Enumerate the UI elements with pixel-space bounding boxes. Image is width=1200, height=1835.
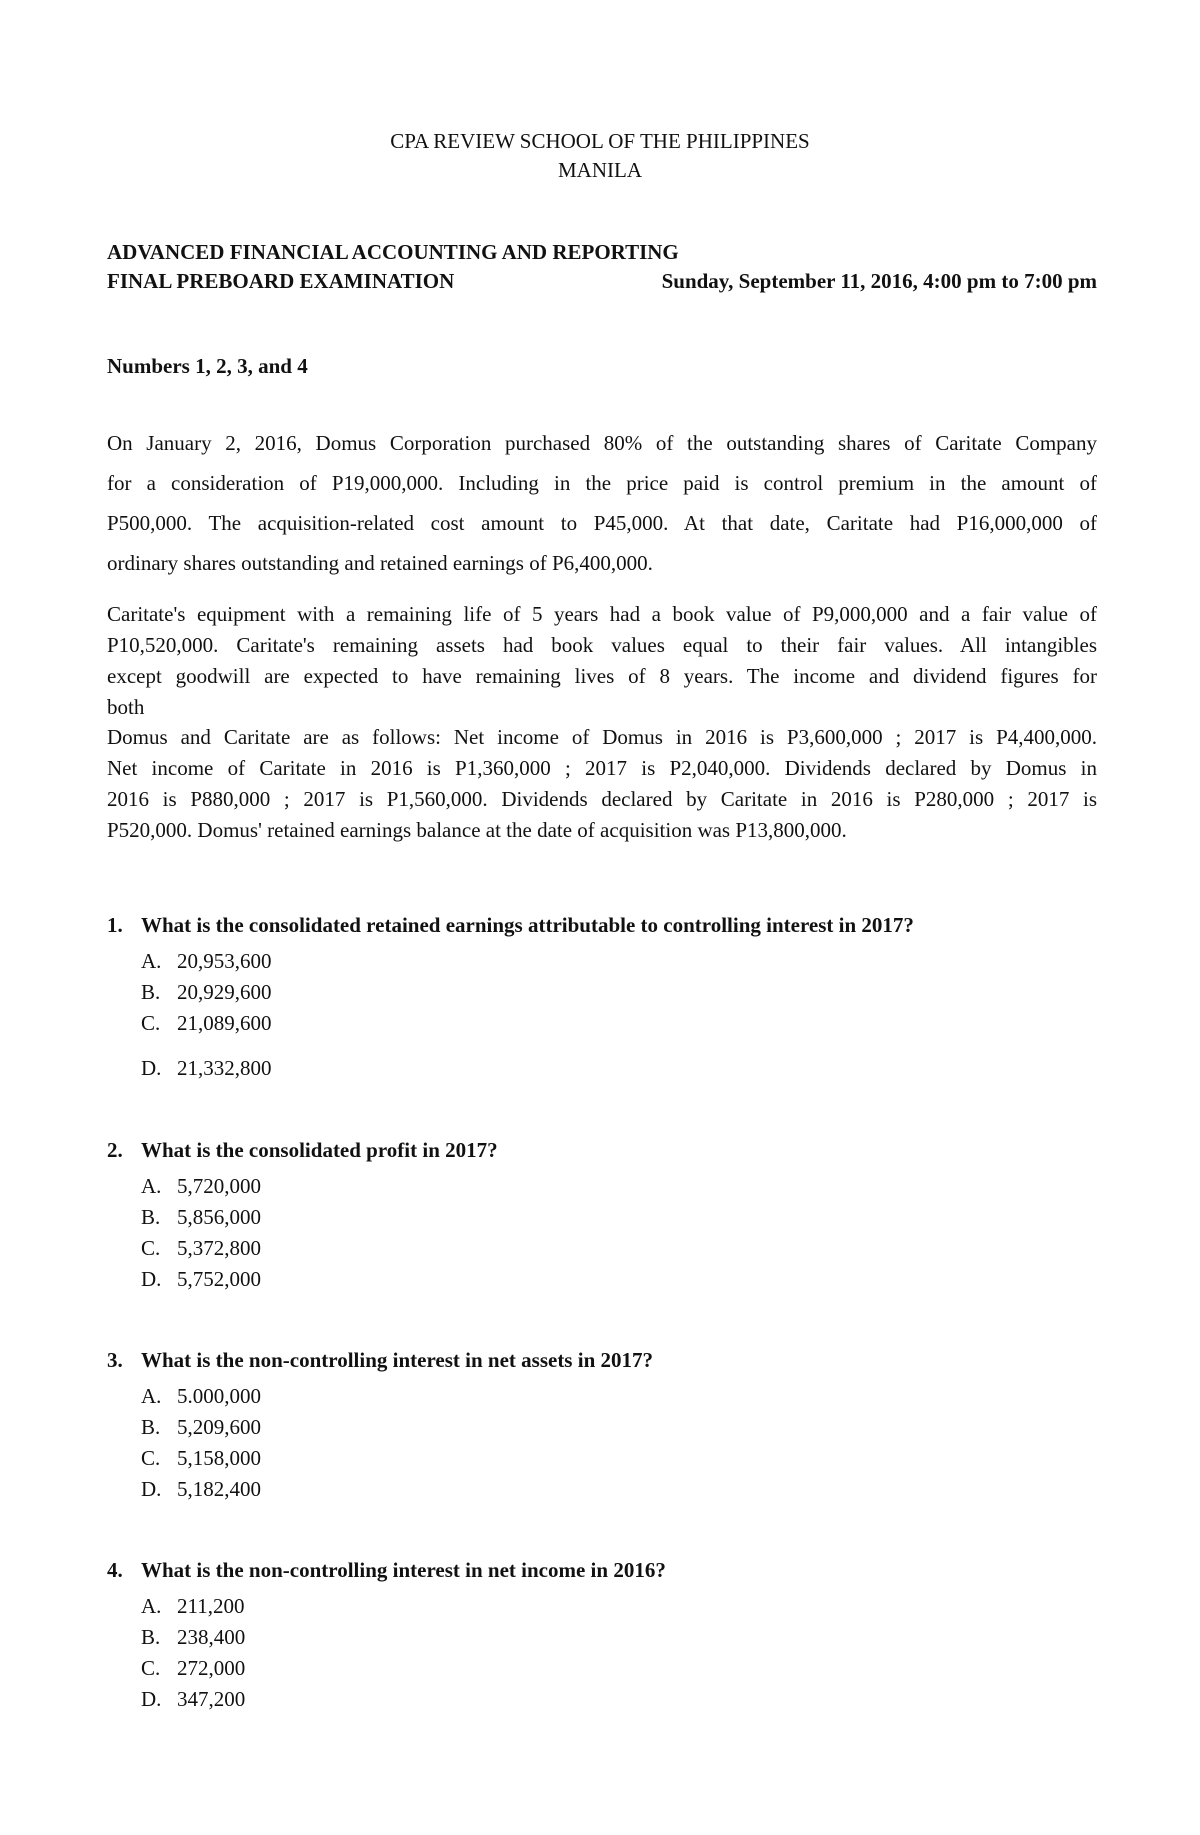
choice-value: 211,200	[177, 1594, 245, 1618]
choice-d[interactable]	[141, 1053, 1107, 1084]
paragraph-line: ordinary shares outstanding and retained earnings of P6,400,000.	[107, 551, 653, 575]
question-number: 3.	[107, 1348, 123, 1372]
choice-b[interactable]	[141, 1622, 1107, 1653]
subject-title: ADVANCED FINANCIAL ACCOUNTING AND REPORTING	[107, 240, 679, 264]
paragraph-line: P10,520,000. Caritate's remaining assets had book values equal to their fair values. All intangibles	[107, 633, 1097, 657]
choice-b[interactable]	[141, 1412, 1107, 1443]
problem-paragraph-3	[107, 722, 1097, 846]
exam-title-row	[107, 269, 1097, 294]
choice-c[interactable]	[141, 1443, 1107, 1474]
choice-value: 20,953,600	[177, 949, 272, 973]
choice-letter: B.	[141, 980, 161, 1004]
choice-value: 272,000	[177, 1656, 246, 1680]
question-number: 2.	[107, 1138, 123, 1162]
choice-a[interactable]	[141, 946, 1107, 977]
choice-letter: D.	[141, 1687, 162, 1711]
paragraph-line: Net income of Caritate in 2016 is P1,360,000 ; 2017 is P2,040,000. Dividends declared by Domus in	[107, 756, 1097, 780]
choice-c[interactable]	[141, 1008, 1107, 1039]
question-text	[107, 910, 1107, 940]
school-header	[0, 127, 1200, 185]
paragraph-line: P500,000. The acquisition-related cost amount to P45,000. At that date, Caritate had P16,000,000 of	[107, 511, 1097, 535]
paragraph-line: both	[107, 695, 145, 719]
choice-value: 5,372,800	[177, 1236, 261, 1260]
choice-list	[141, 1171, 1107, 1295]
choice-a[interactable]	[141, 1171, 1107, 1202]
choice-letter: D.	[141, 1477, 162, 1501]
paragraph-line: Domus and Caritate are as follows: Net income of Domus in 2016 is P3,600,000 ; 2017 is P4,400,000.	[107, 725, 1097, 749]
paragraph-line: P520,000. Domus' retained earnings balance at the date of acquisition was P13,800,000.	[107, 818, 847, 842]
choice-letter: D.	[141, 1267, 162, 1291]
choice-value: 5,209,600	[177, 1415, 261, 1439]
choice-a[interactable]	[141, 1381, 1107, 1412]
school-name: CPA REVIEW SCHOOL OF THE PHILIPPINES	[390, 129, 810, 153]
choice-letter: C.	[141, 1446, 161, 1470]
problem-paragraph-2	[107, 599, 1097, 723]
choice-value: 21,332,800	[177, 1056, 272, 1080]
paragraph-line: On January 2, 2016, Domus Corporation purchased 80% of the outstanding shares of Caritate Company	[107, 431, 1097, 455]
choice-b[interactable]	[141, 977, 1107, 1008]
choice-d[interactable]	[141, 1264, 1107, 1295]
question-number: 4.	[107, 1558, 123, 1582]
choice-value: 5,752,000	[177, 1267, 261, 1291]
choice-letter: A.	[141, 1594, 162, 1618]
question-text	[107, 1135, 1107, 1165]
choice-letter: C.	[141, 1236, 161, 1260]
choice-letter: A.	[141, 1384, 162, 1408]
question-2	[107, 1135, 1107, 1295]
choice-letter: C.	[141, 1011, 161, 1035]
question-prompt: What is the consolidated retained earnings attributable to controlling interest in 2017?	[141, 913, 914, 937]
question-text	[107, 1345, 1107, 1375]
choice-letter: C.	[141, 1656, 161, 1680]
exam-title: FINAL PREBOARD EXAMINATION	[107, 269, 455, 293]
choice-a[interactable]	[141, 1591, 1107, 1622]
choice-d[interactable]	[141, 1474, 1107, 1505]
choice-value: 238,400	[177, 1625, 246, 1649]
choice-value: 347,200	[177, 1687, 246, 1711]
choice-letter: D.	[141, 1056, 162, 1080]
choice-letter: A.	[141, 949, 162, 973]
question-text	[107, 1555, 1107, 1585]
choice-letter: B.	[141, 1205, 161, 1229]
school-city: MANILA	[558, 158, 642, 182]
choice-value: 20,929,600	[177, 980, 272, 1004]
choice-value: 5,856,000	[177, 1205, 261, 1229]
choice-value: 21,089,600	[177, 1011, 272, 1035]
choice-letter: A.	[141, 1174, 162, 1198]
choice-list	[141, 1381, 1107, 1505]
choice-value: 5,158,000	[177, 1446, 261, 1470]
choice-b[interactable]	[141, 1202, 1107, 1233]
choice-letter: B.	[141, 1625, 161, 1649]
paragraph-line: Caritate's equipment with a remaining life of 5 years had a book value of P9,000,000 and a fair value of	[107, 602, 1097, 626]
choice-c[interactable]	[141, 1233, 1107, 1264]
question-4	[107, 1555, 1107, 1715]
question-1	[107, 910, 1107, 1084]
choice-d[interactable]	[141, 1684, 1107, 1715]
numbers-label: Numbers 1, 2, 3, and 4	[107, 354, 308, 378]
question-prompt: What is the non-controlling interest in net income in 2016?	[141, 1558, 666, 1582]
question-number: 1.	[107, 913, 123, 937]
paragraph-line: for a consideration of P19,000,000. Including in the price paid is control premium in the amount of	[107, 471, 1097, 495]
question-prompt: What is the consolidated profit in 2017?	[141, 1138, 498, 1162]
problem-paragraph-1	[107, 423, 1097, 583]
choice-value: 5,182,400	[177, 1477, 261, 1501]
choice-c[interactable]	[141, 1653, 1107, 1684]
choice-value: 5.000,000	[177, 1384, 261, 1408]
exam-schedule: Sunday, September 11, 2016, 4:00 pm to 7:00 pm	[661, 269, 1097, 293]
choice-letter: B.	[141, 1415, 161, 1439]
paragraph-line: except goodwill are expected to have remaining lives of 8 years. The income and dividend figures for	[107, 664, 1097, 688]
choice-value: 5,720,000	[177, 1174, 261, 1198]
choice-list	[141, 946, 1107, 1084]
choice-list	[141, 1591, 1107, 1715]
paragraph-line: 2016 is P880,000 ; 2017 is P1,560,000. Dividends declared by Caritate in 2016 is P280,000 ; 2017 is	[107, 787, 1097, 811]
question-prompt: What is the non-controlling interest in net assets in 2017?	[141, 1348, 653, 1372]
question-3	[107, 1345, 1107, 1505]
